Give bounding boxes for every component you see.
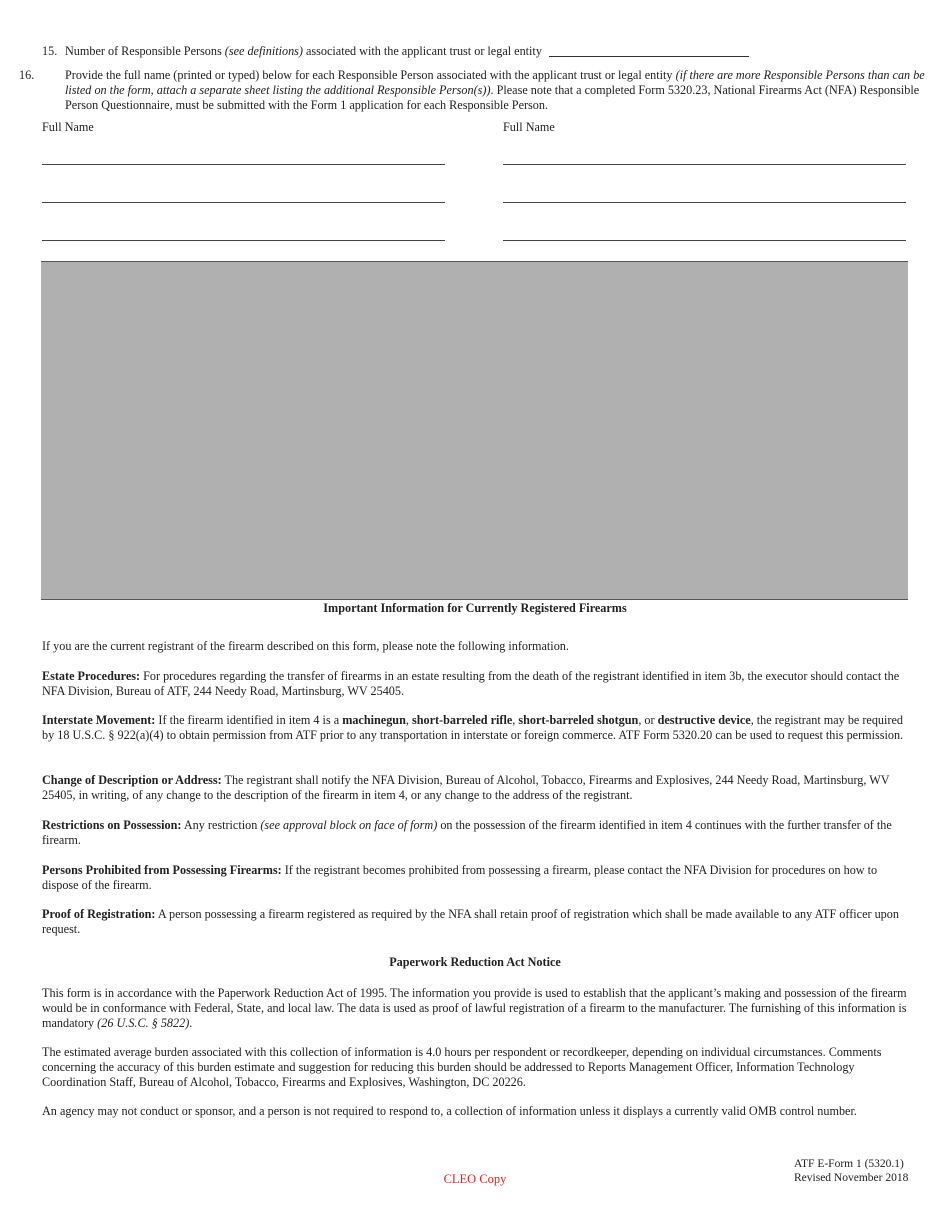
bold-term: destructive device: [657, 713, 751, 727]
full-name-field-3[interactable]: [42, 202, 445, 203]
question-text-italic: (see definitions): [224, 44, 303, 58]
section-title: Proof of Registration:: [42, 907, 156, 921]
section-title: Change of Description or Address:: [42, 773, 222, 787]
redacted-block: [41, 261, 908, 600]
section-text: , or: [638, 713, 658, 727]
paperwork-heading: Paperwork Reduction Act Notice: [389, 955, 561, 969]
section-text: , the registrant may be required by 18 U.S.C. § 922(a)(4) to obtain permission from ATF prior to any transportation in interstate or foreign commerce. ATF Form 5320.20 can be used to request this permission.: [42, 713, 904, 742]
section-text: ,: [405, 713, 412, 727]
proof-of-registration: [42, 907, 910, 937]
important-info-heading: Important Information for Currently Registered Firearms: [323, 601, 627, 615]
question-number: 15.: [42, 44, 58, 58]
interstate-movement: [42, 713, 910, 743]
section-text: A person possessing a firearm registered as required by the NFA shall retain proof of registration which shall be made available to any ATF officer upon request.: [42, 907, 899, 936]
important-intro: If you are the current registrant of the firearm described on this form, please note the following information.: [42, 639, 569, 653]
question-text: Provide the full name (printed or typed) below for each Responsible Person associated with the applicant trust or legal entity: [65, 68, 676, 82]
full-name-label-right: Full Name: [503, 120, 555, 134]
paperwork-paragraph-1: [42, 986, 910, 1031]
section-title: Persons Prohibited from Possessing Firearms:: [42, 863, 282, 877]
question-15: [42, 44, 912, 59]
bold-term: short-barreled rifle: [411, 713, 513, 727]
question-text: . Please note that a completed Form 5320.23, National Firearms Act (NFA) Responsible Person Questionnaire, must be submitted with the Form 1 application for each Responsible Person.: [65, 83, 920, 112]
restrictions-on-possession: [42, 818, 910, 848]
question-text: Number of Responsible Persons: [65, 44, 225, 58]
question-text: associated with the applicant trust or legal entity: [302, 44, 542, 58]
form-revision: Revised November 2018: [794, 1172, 909, 1184]
section-text: Any restriction: [181, 818, 261, 832]
form-identifier: [794, 1157, 934, 1185]
section-text: ,: [512, 713, 519, 727]
question-text-italic: (if there are more Responsible Persons than can be listed on the form, attach a separate sheet listing the additional Responsible Person(s)): [65, 68, 925, 97]
change-of-description: [42, 773, 910, 803]
full-name-field-2[interactable]: [503, 164, 906, 165]
full-name-field-4[interactable]: [503, 202, 906, 203]
copy-label: CLEO Copy: [443, 1172, 507, 1186]
section-text: For procedures regarding the transfer of firearms in an estate resulting from the death of the registrant identified in item 3b, the executor should contact the NFA Division, Bureau of ATF, 244 Needy Road, Martinsburg, WV 25405.: [42, 669, 900, 698]
section-title: Estate Procedures:: [42, 669, 141, 683]
responsible-persons-count-field[interactable]: [549, 56, 749, 57]
paragraph-text: This form is in accordance with the Paperwork Reduction Act of 1995. The information you provide is used to establish that the applicant’s making and possession of the firearm would be in conformance with Federal, State, and local law. The data is used as proof of lawful registration of a firearm to the manufacturer. The furnishing of this information is mandatory: [42, 986, 907, 1030]
paragraph-text-italic: (26 U.S.C. § 5822): [97, 1016, 190, 1030]
section-text-italic: (see approval block on face of form): [260, 818, 438, 832]
full-name-field-5[interactable]: [42, 240, 445, 241]
section-text: If the registrant becomes prohibited from possessing a firearm, please contact the NFA Division for procedures on how to dispose of the firearm.: [42, 863, 878, 892]
estate-procedures: [42, 669, 910, 699]
section-text: on the possession of the firearm identified in item 4 continues with the further transfer of the firearm.: [42, 818, 892, 847]
paperwork-paragraph-2: The estimated average burden associated with this collection of information is 4.0 hours per respondent or recordkeeper, depending on individual circumstances. Comments concerning the accuracy of this burden estimate and suggestion for reducing this burden should be addressed to Reports Management Officer, Information Technology Coordination Staff, Bureau of Alcohol, Tobacco, Firearms and Explosives, Washington, DC 20226.: [42, 1045, 882, 1089]
question-16: [19, 68, 931, 113]
section-title: Interstate Movement:: [42, 713, 156, 727]
persons-prohibited: [42, 863, 910, 893]
section-text: The registrant shall notify the NFA Division, Bureau of Alcohol, Tobacco, Firearms and Explosives, 244 Needy Road, Martinsburg, WV 25405, in writing, of any change to the description of the firearm in item 4, or any change to the address of the registrant.: [42, 773, 890, 802]
full-name-field-1[interactable]: [42, 164, 445, 165]
full-name-field-6[interactable]: [503, 240, 906, 241]
paragraph-text: .: [189, 1016, 193, 1030]
full-name-label-left: Full Name: [42, 120, 94, 134]
paperwork-paragraph-3: An agency may not conduct or sponsor, and a person is not required to respond to, a collection of information unless it displays a currently valid OMB control number.: [42, 1104, 857, 1118]
section-text: If the firearm identified in item 4 is a: [155, 713, 343, 727]
bold-term: short-barreled shotgun: [518, 713, 639, 727]
section-title: Restrictions on Possession:: [42, 818, 182, 832]
bold-term: machinegun: [342, 713, 406, 727]
question-number: 16.: [19, 68, 35, 82]
form-id: ATF E-Form 1 (5320.1): [794, 1158, 904, 1170]
